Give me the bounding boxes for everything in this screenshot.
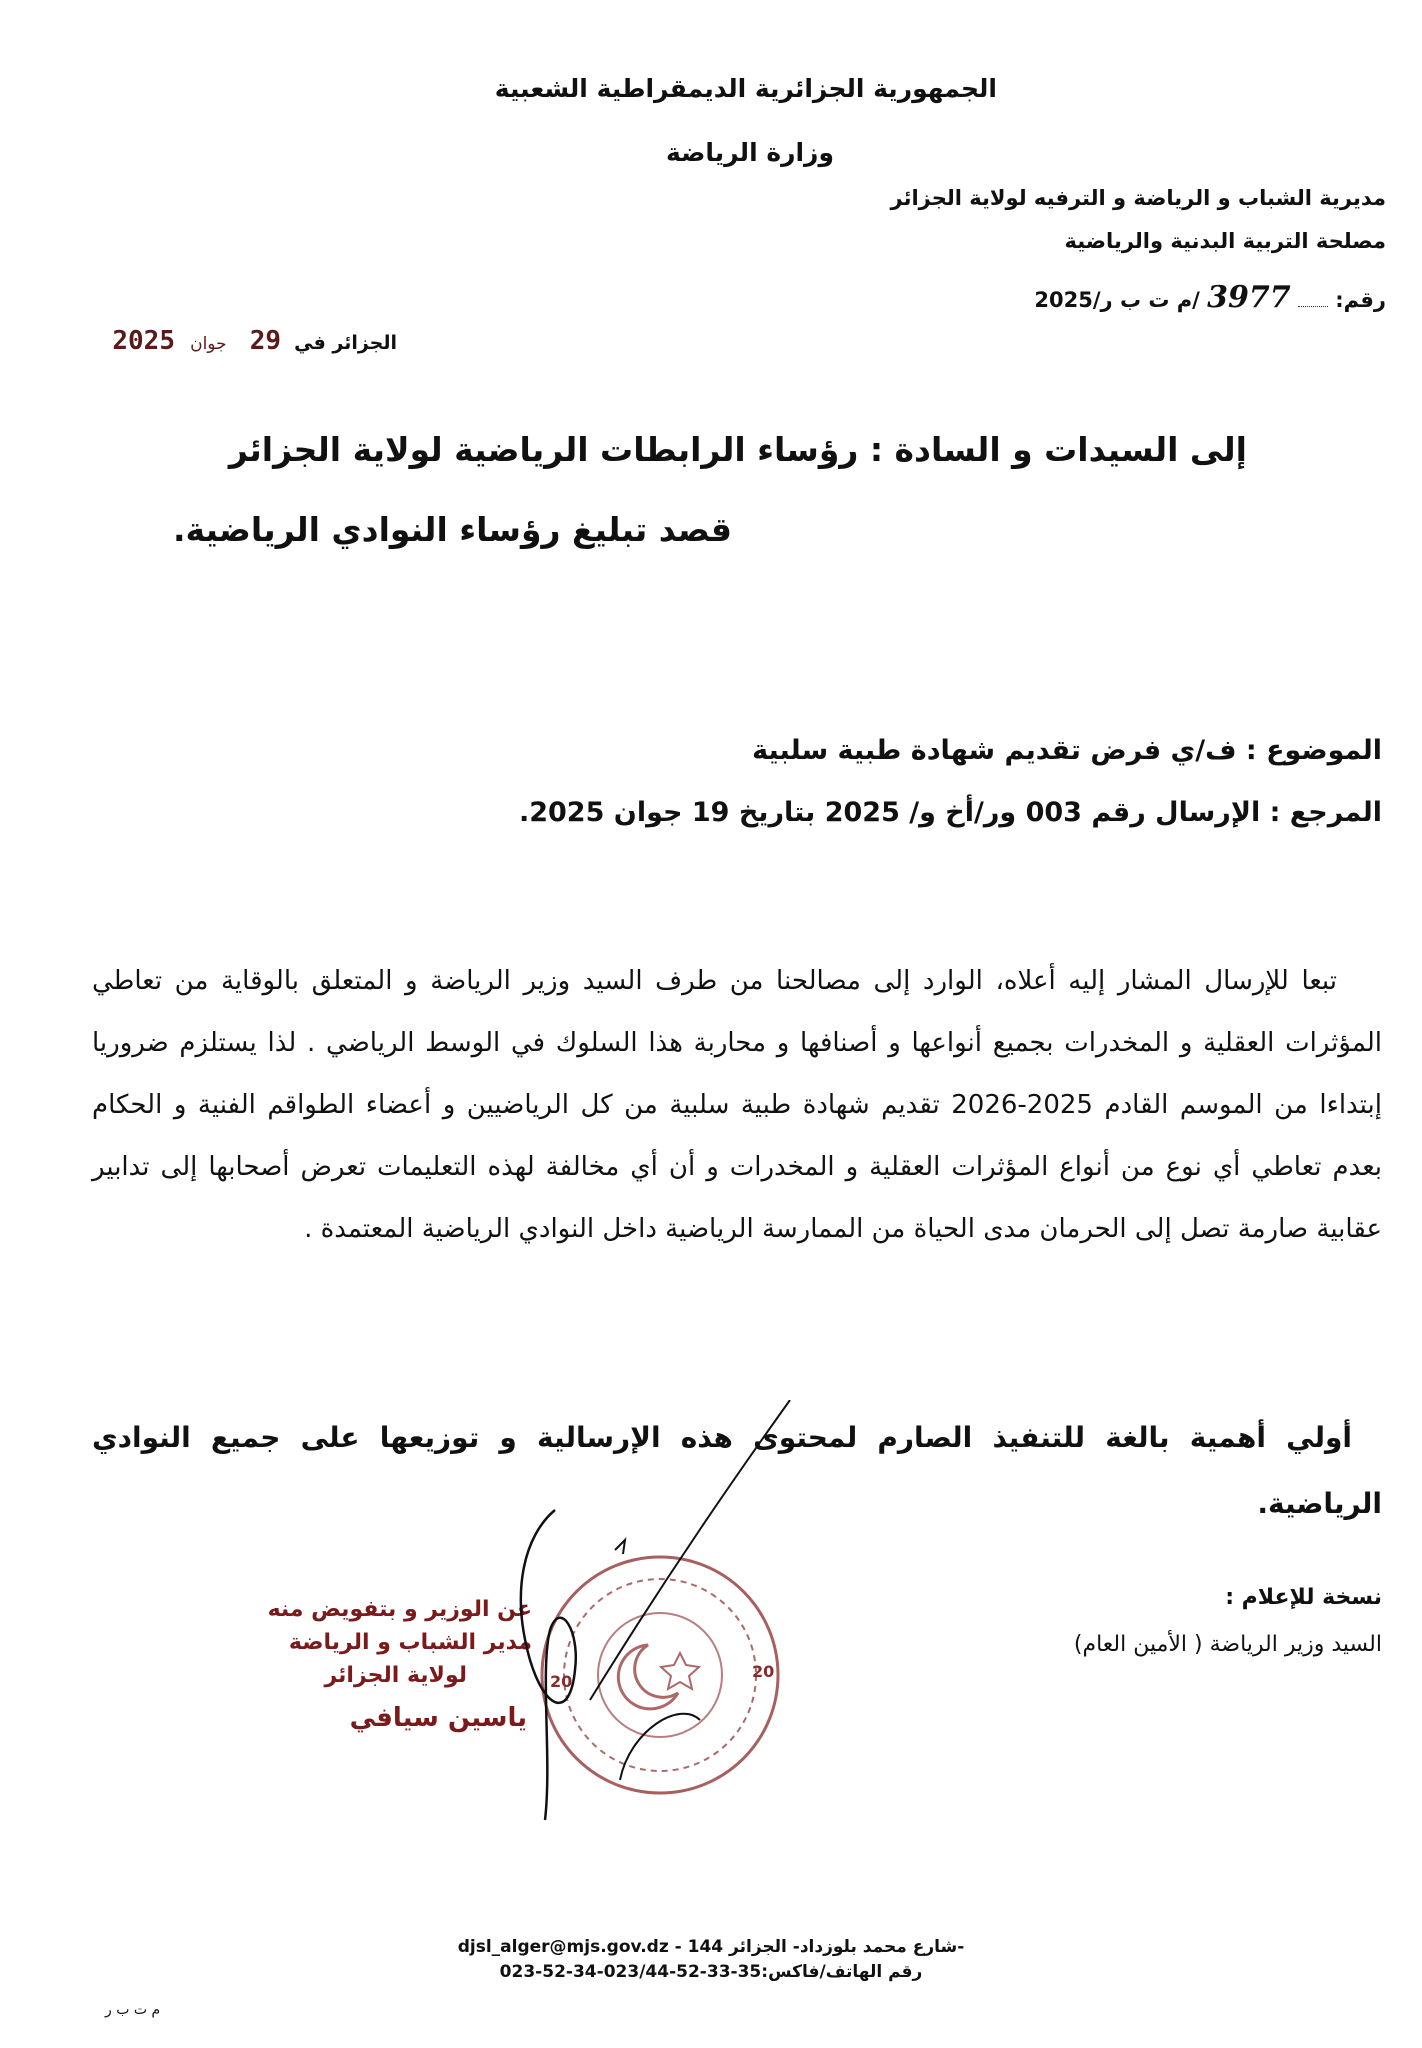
copy-to-recipient: السيد وزير الرياضة ( الأمين العام) [1073,1632,1382,1657]
ref-suffix: /م ت ب ر/2025 [1034,288,1200,312]
signature-line-1: عن الوزير و بتفويض منه [267,1597,532,1622]
body-paragraph: تبعا للإرسال المشار إليه أعلاه، الوارد إلى مصالحنا من طرف السيد وزير الرياضة و المتعلق بالوقاية من تعاطي المؤثرات العقلية و المخدرات بجميع أنواعها و أصنافها و محاربة هذا السلوك في الوسط الرياضي . لذا يستلزم ضروريا إبتداءا من الموسم القادم 2025-2026 تقديم شهادة طبية سلبية من كل الرياضيين و أعضاء الطواقم الفنية و الحكام بعدم تعاطي أي نوع من أنواع المؤثرات العقلية و المخدرات و أن أي مخالفة لهذه التعليمات تعرض أصحابها إلى تدابير عقابية صارمة تصل إلى الحرمان مدى الحياة من الممارسة الرياضية داخل النوادي الرياضية المعتمدة . [92,966,1382,1244]
signature-line-3: لولاية الجزائر [324,1663,467,1688]
closing-paragraph: أولي أهمية بالغة للتنفيذ الصارم لمحتوى هذه الإرسالية و توزيعها على جميع النوادي الرياضية. [92,1421,1382,1520]
ref-handwritten: 3977 [1207,280,1291,315]
ministry-name: وزارة الرياضة [666,138,834,167]
footer-initials: م ت ب ر [105,2002,161,2018]
service-name: مصلحة التربية البدنية والرياضية [1064,229,1386,253]
date-day: 29 [249,326,281,356]
directorate-name: مديرية الشباب و الرياضة و الترفيه لولاية الجزائر [890,186,1386,210]
footer-address: djsl_alger@mjs.gov.dz - 144 شارع محمد بلوزداد- الجزائر- [457,1937,965,1957]
signature-name: ياسين سيافي [349,1703,527,1733]
ref-label: رقم: [1335,288,1386,312]
signature-line-2: مدير الشباب و الرياضة [288,1630,532,1655]
handwritten-signature-icon [440,1400,800,1840]
seal-number-right: 20 [752,1662,775,1681]
addressee-line-2: قصد تبليغ رؤساء النوادي الرياضية. [173,510,732,549]
republic-name: الجمهورية الجزائرية الديمقراطية الشعبية [494,74,997,103]
seal-number-left: 20 [550,1672,573,1691]
reference-line: المرجع : الإرسال رقم 003 ور/أخ و/ 2025 بتاريخ 19 جوان 2025. [518,797,1382,828]
reference-number [1034,280,1386,315]
footer-phone: رقم الهاتف/فاكس:35-33-52-023/44-34-52-023 [499,1962,923,1982]
subject-line: الموضوع : ف/ي فرض تقديم شهادة طبية سلبية [752,735,1382,766]
date-line [112,326,397,356]
copy-to-label: نسخة للإعلام : [1225,1585,1382,1610]
date-year: 2025 [112,326,175,356]
addressee-line-1: إلى السيدات و السادة : رؤساء الرابطات الرياضية لولاية الجزائر [228,430,1247,469]
date-month: جوان [190,334,227,354]
date-place: الجزائر في [294,332,397,354]
